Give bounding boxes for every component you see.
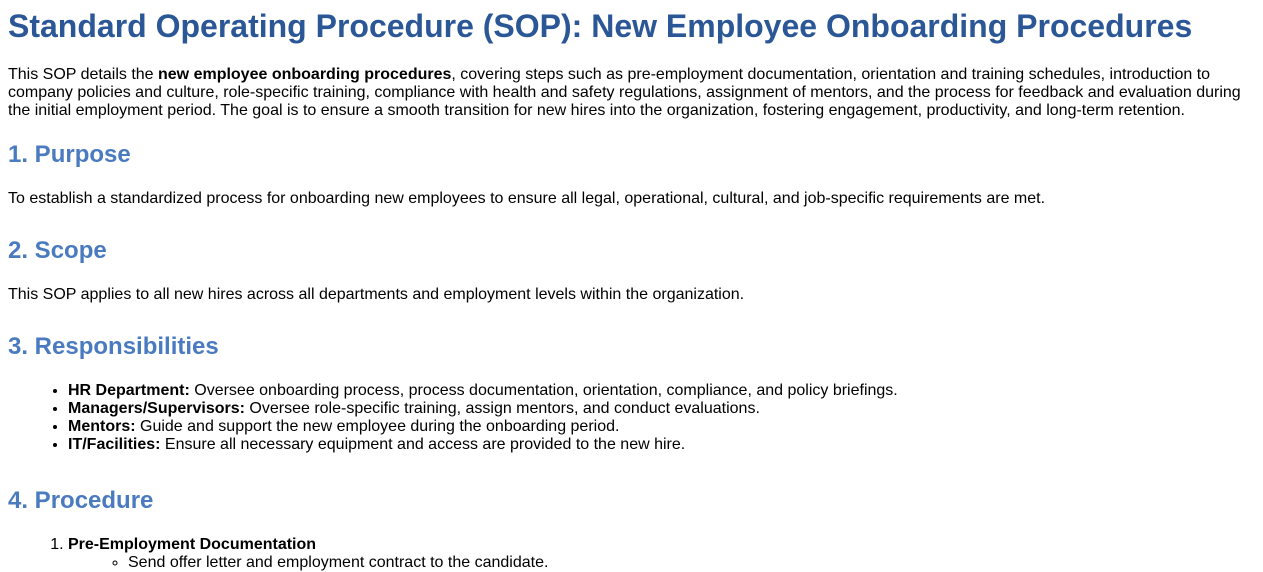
intro-prefix: This SOP details the	[8, 66, 158, 83]
role-label: IT/Facilities:	[68, 436, 161, 453]
procedure-list	[8, 536, 1255, 572]
role-label: Managers/Supervisors:	[68, 400, 245, 417]
role-description: Oversee onboarding process, process documentation, orientation, compliance, and policy briefings.	[189, 382, 898, 399]
role-description: Ensure all necessary equipment and access are provided to the new hire.	[160, 436, 686, 453]
procedure-step	[68, 536, 1255, 572]
substep-item: ◦ Send offer letter and employment contract to the candidate.	[128, 554, 1255, 572]
sop-document	[0, 6, 1263, 572]
purpose-heading: 1. Purpose	[8, 141, 131, 168]
procedure-heading: 4. Procedure	[8, 487, 154, 514]
list-item	[68, 382, 1255, 400]
intro-paragraph	[8, 66, 1255, 120]
scope-text: This SOP applies to all new hires across all departments and employment levels within the organization.	[8, 286, 745, 303]
purpose-text: To establish a standardized process for onboarding new employees to ensure all legal, operational, cultural, and job-specific requirements are met.	[8, 190, 1046, 207]
substep-list	[68, 554, 1255, 572]
scope-heading: 2. Scope	[8, 237, 107, 264]
responsibilities-list	[8, 382, 1255, 454]
role-label: Mentors:	[68, 418, 136, 435]
page-title: Standard Operating Procedure (SOP): New Employee Onboarding Procedures	[8, 8, 1193, 44]
role-description: Oversee role-specific training, assign mentors, and conduct evaluations.	[244, 400, 760, 417]
list-item	[68, 436, 1255, 454]
step-title: Pre-Employment Documentation	[68, 536, 317, 553]
role-description: Guide and support the new employee during the onboarding period.	[135, 418, 620, 435]
intro-suffix: , covering steps such as pre-employment documentation, orientation and training schedules, introduction to company policies and culture, role-specific training, compliance with health and safety regulations, assignment of mentors, and the process for feedback and evaluation during the initial employment period. The goal is to ensure a smooth transition for new hires into the organization, fostering engagement, productivity, and long-term retention.	[8, 66, 1241, 119]
list-item	[68, 400, 1255, 418]
responsibilities-heading: 3. Responsibilities	[8, 333, 219, 360]
intro-bold: new employee onboarding procedures	[158, 66, 452, 83]
list-item	[68, 418, 1255, 436]
role-label: HR Department:	[68, 382, 190, 399]
